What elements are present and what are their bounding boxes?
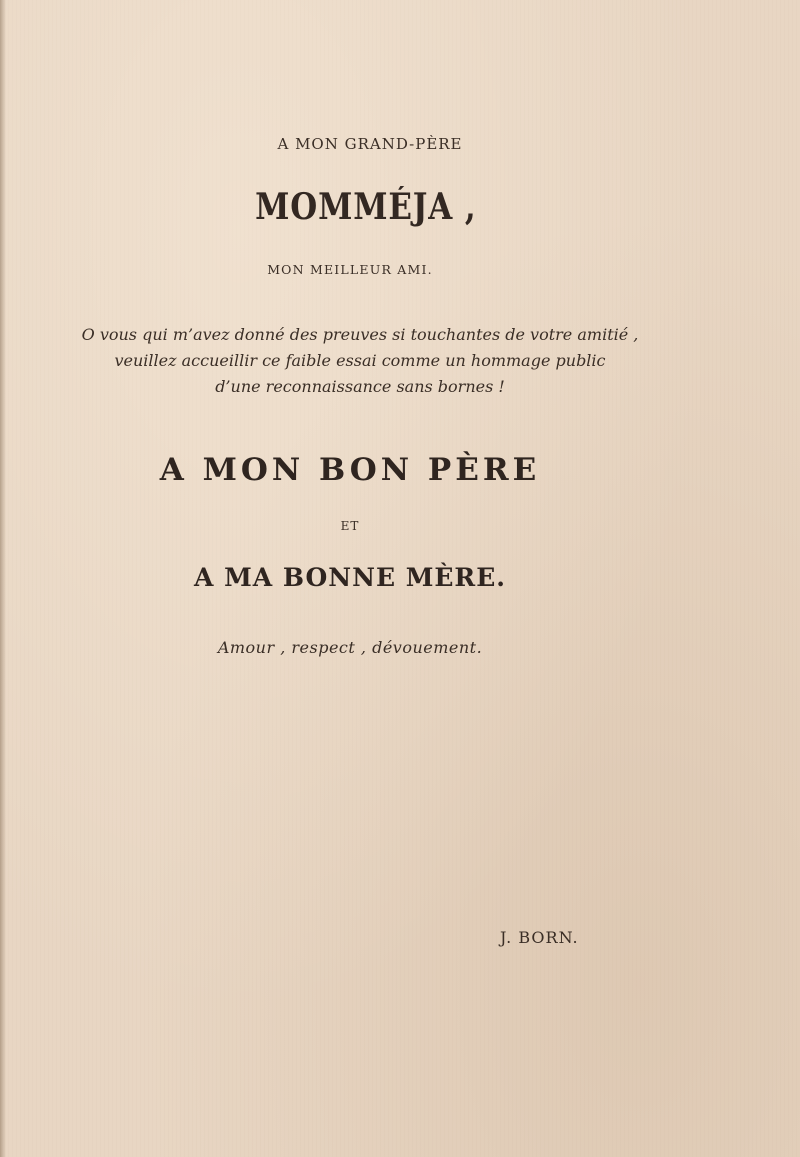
conjunction-text: ET — [340, 519, 360, 533]
message-line: O vous qui m’avez donné des preuves si touchantes de votre amitié , — [81, 325, 639, 344]
father-dedication: A MON BON PÈRE — [159, 452, 541, 488]
grandfather-message — [40, 322, 680, 400]
message-line: veuillez accueillir ce faible essai comme un hommage public — [114, 351, 606, 370]
grandfather-heading: A MON GRAND-PÈRE — [277, 135, 463, 153]
author-signature: J. BORN. — [500, 928, 579, 947]
parents-motto: Amour , respect , dévouement. — [217, 638, 483, 657]
mother-dedication: A MA BONNE MÈRE. — [194, 563, 506, 592]
message-line: d’une reconnaissance sans bornes ! — [215, 377, 505, 396]
grandfather-subtitle: MON MEILLEUR AMI. — [267, 262, 433, 277]
grandfather-name: MOMMÉJA , — [255, 186, 477, 228]
